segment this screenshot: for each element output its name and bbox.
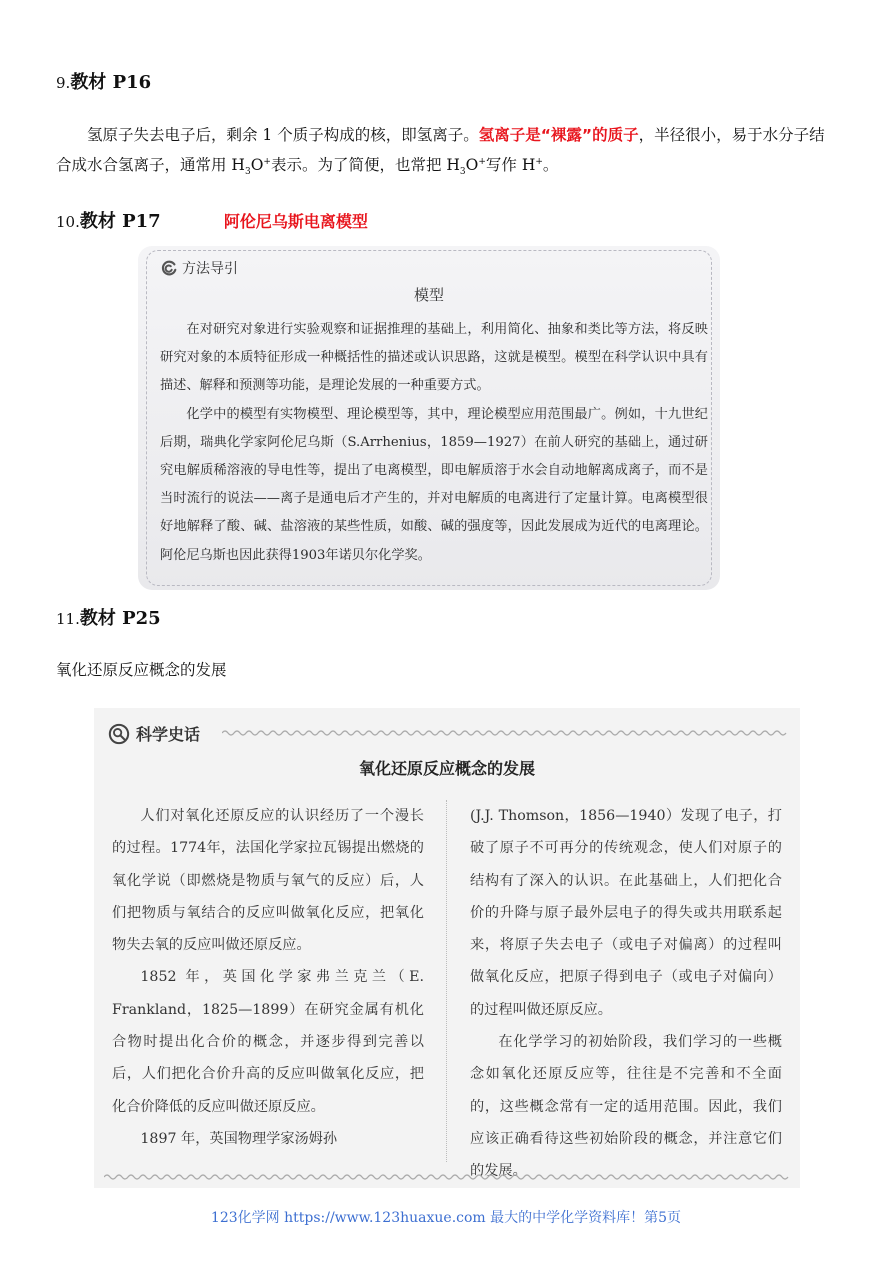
p16-highlight: 氢离子是“裸露”的质子: [478, 126, 639, 144]
section-heading-10: 10.教材 P17 阿伦尼乌斯电离模型: [56, 211, 368, 232]
header-wave-divider: [222, 728, 790, 738]
column-divider: [446, 800, 447, 1162]
box2-paragraph: 人们对氧化还原反应的认识经历了一个漫长的过程。1774年，法国化学家拉瓦锡提出燃烧的氧化学说（即燃烧是物质与氧气的反应）后，人们把物质与氧结合的反应叫做氧化反应，把氧化物失去氧的反应叫做还原反应。: [112, 808, 424, 954]
box2-paragraph: 1897 年，英国物理学家汤姆孙: [140, 1130, 338, 1147]
section-tag-arrhenius: 阿伦尼乌斯电离模型: [223, 212, 368, 231]
box1-paragraph: 化学中的模型有实物模型、理论模型等，其中，理论模型应用范围最广。例如，十九世纪后期，瑞典化学家阿伦尼乌斯（S.Arrhenius，1859—1927）在前人研究的基础上，通过研究电解质稀溶液的导电性等，提出了电离模型，即电解质溶于水会自动地解离成离子，而不是当时流行的说法——离子是通电后才产生的，并对电解质的电离进行了定量计算。电离模型很好地解释了酸、碱、盐溶液的某些性质，如酸、碱的强度等，因此发展成为近代的电离理论。阿伦尼乌斯也因此获得1903年诺贝尔化学奖。: [160, 406, 708, 563]
method-guide-label: 方法导引: [160, 258, 238, 278]
section-heading-9: 9.教材 P16: [56, 72, 152, 93]
science-history-icon: [108, 723, 130, 745]
box2-left-column: [112, 800, 424, 1155]
section-heading-11: 11.教材 P25: [56, 608, 161, 629]
footer-wave-divider: [104, 1172, 790, 1182]
box2-paragraph: 在化学学习的初始阶段，我们学习的一些概念如氧化还原反应等，往往是不完善和不全面的，这些概念常有一定的适用范围。因此，我们应该正确看待这些初始阶段的概念，并注意它们的发展。: [470, 1034, 782, 1180]
box2-paragraph: 1852 年，英国化学家弗兰克兰（E. Frankland，1825—1899）在研究金属有机化合物时提出化合价的概念，并逐步得到完善以后，人们把化合价升高的反应叫做氧化反应，把化合价降低的反应叫做还原反应。: [112, 969, 424, 1115]
box2-right-column: [470, 800, 782, 1188]
box2-paragraph: (J.J. Thomson，1856—1940）发现了电子，打破了原子不可再分的传统观念，使人们对原子的结构有了深入的认识。在此基础上，人们把化合价的升降与原子最外层电子的得失或共用联系起来，将原子失去电子（或电子对偏离）的过程叫做氧化反应，把原子得到电子（或电子对偏向）的过程叫做还原反应。: [470, 808, 782, 1018]
page-footer: 123化学网 https://www.123huaxue.com 最大的中学化学资料库！第5页: [210, 1210, 682, 1226]
method-guide-icon: [160, 259, 178, 277]
box1-body: [160, 316, 708, 570]
box1-title: 模型: [413, 286, 444, 304]
science-history-label: 科学史话: [108, 722, 200, 745]
p16-paragraph: 氢原子失去电子后，剩余 1 个质子构成的核，即氢离子。氢离子是“裸露”的质子，半径很小，易于水分子结合成水合氢离子，通常用 $H_3O^+$表示。为了简便，也常把 $H_3O^+$写作 H+。: [56, 126, 825, 178]
p25-intro: 氧化还原反应概念的发展: [56, 661, 227, 679]
box2-title: 氧化还原反应概念的发展: [358, 759, 535, 778]
box1-paragraph: 在对研究对象进行实验观察和证据推理的基础上，利用简化、抽象和类比等方法，将反映研究对象的本质特征形成一种概括性的描述或认识思路，这就是模型。模型在科学认识中具有描述、解释和预测等功能，是理论发展的一种重要方式。: [160, 322, 708, 394]
